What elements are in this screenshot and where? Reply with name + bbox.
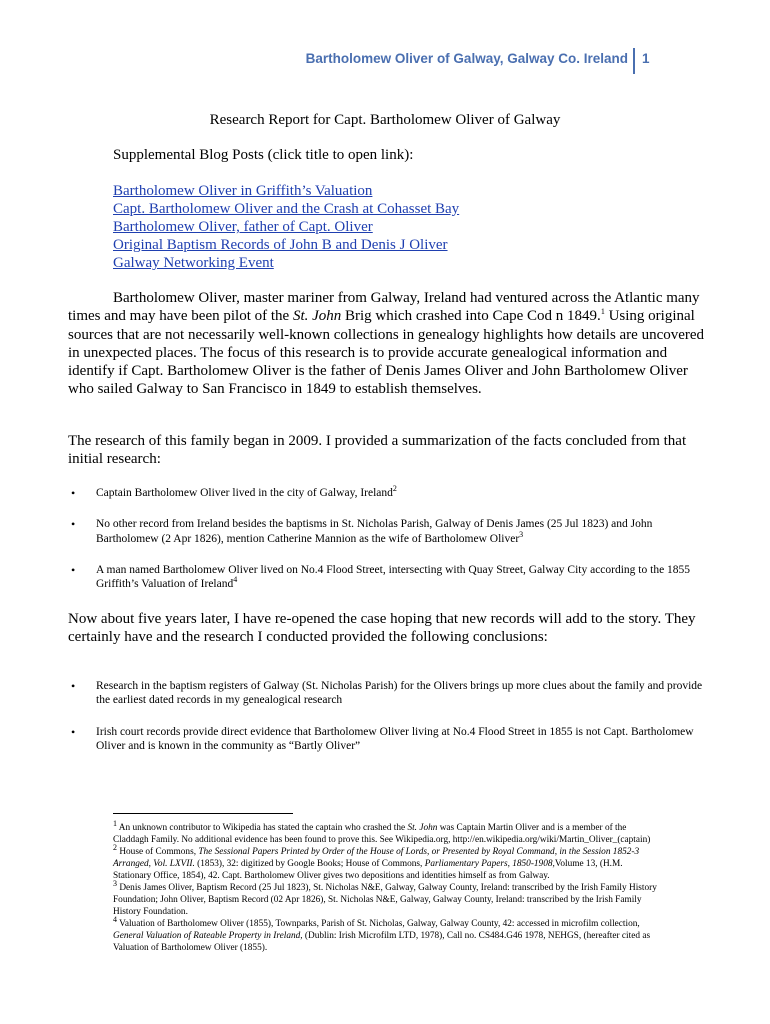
footnote-ref-4: 4 <box>233 575 238 585</box>
blog-links <box>113 182 459 272</box>
footnote-ref-3: 3 <box>519 529 524 539</box>
blog-link-baptism-records[interactable]: Original Baptism Records of John B and Denis J Oliver <box>113 237 448 253</box>
blog-link-crash-cohasset-bay[interactable]: Capt. Bartholomew Oliver and the Crash at Cohasset Bay <box>113 201 460 217</box>
blog-link-networking-event[interactable]: Galway Networking Event <box>113 255 274 271</box>
report-title: Research Report for Capt. Bartholomew Oliver of Galway <box>209 112 561 128</box>
blog-link-father-of-capt[interactable]: Bartholomew Oliver, father of Capt. Oliver <box>113 219 373 235</box>
research-paragraph: The research of this family began in 2009. I provided a summarization of the facts concluded from that initial research: <box>68 433 687 468</box>
list-item: • No other record from Ireland besides the baptisms in St. Nicholas Parish, Galway of Denis James (25 Jul 1823) and John Bartholomew (2 Apr 1826), mention Catherine Mannion as the wife of Bartholomew Oliver$^3$ <box>71 517 653 545</box>
supplemental-heading: Supplemental Blog Posts (click title to open link): <box>113 147 414 163</box>
footnote-4: $^4$ Valuation of Bartholomew Oliver (1855), Townparks, Parish of St. Nicholas, Galway, Galway County, 42: accessed in microfilm collection, General Valuation of Rateable Property in Ireland, (Dublin: Irish Microfilm LTD, 1978), Call no. CS484.G46 1978, NEHGS, (hereafter cited as Valuation of Bartholomew Oliver (1855). <box>113 914 651 953</box>
footnote-ref-2: 2 <box>392 484 397 494</box>
header-divider <box>633 48 635 74</box>
footnote-3: $^3$ Denis James Oliver, Baptism Record (25 Jul 1823), St. Nicholas N&E, Galway, Galway County, Ireland: transcribed by the Irish Family History Foundation; John Oliver, Baptism Record (02 Apr 1826), St. Nicholas N&E, Galway, Galway County, Ireland: transcribed by the Irish Family History Foundation. <box>113 878 657 917</box>
conclusions-list <box>68 679 708 770</box>
footnote-ref-1: 1 <box>600 307 605 317</box>
header-title: Bartholomew Oliver of Galway, Galway Co. Ireland <box>305 51 628 66</box>
footnote-divider <box>113 813 293 814</box>
blog-link-griffiths-valuation[interactable]: Bartholomew Oliver in Griffith’s Valuation <box>113 183 373 199</box>
footnote-2: $^2$ House of Commons, The Sessional Papers Printed by Order of the House of Lords, or Presented by Royal Command, in the Session 1852-3 Arranged, Vol. LXVII. (1853), 32: digitized by Google Books; House of Commons, Parliamentary Papers, 1850-1908,Volume 13, (H.M. Stationary Office, 1854), 42. Capt. Bartholomew Oliver gives two depositions and identities himself as from Galway. <box>113 842 640 881</box>
list-item: • Research in the baptism registers of Galway (St. Nicholas Parish) for the Olivers brings up more clues about the family and provide the earliest dated records in my genealogical research <box>71 679 703 707</box>
list-item: • Captain Bartholomew Oliver lived in the city of Galway, Ireland$^2$ <box>71 484 397 500</box>
intro-paragraph: Bartholomew Oliver, master mariner from Galway, Ireland had ventured across the Atlantic many times and may have been pilot of the St. John Brig which crashed into Cape Cod n 1849.$^1$ Using original sources that are not necessarily well-known collections in genealogy highlights how details are uncovered in unexpected places. The focus of this research is to provide accurate genealogical information and identify if Capt. Bartholomew Oliver is the father of Denis James Oliver and John Bartholomew Oliver who sailed Galway to San Francisco in 1849 to establish themselves. <box>68 290 705 398</box>
followup-paragraph: Now about five years later, I have re-opened the case hoping that new records will add to the story. They certainly have and the research I conducted provided the following conclusions: <box>68 611 696 646</box>
list-item: • A man named Bartholomew Oliver lived on No.4 Flood Street, intersecting with Quay Street, Galway City according to the 1855 Griffith’s Valuation of Ireland$^4$ <box>71 562 691 591</box>
initial-findings-list <box>68 486 708 608</box>
page-number: 1 <box>642 51 650 66</box>
page-header <box>0 48 770 74</box>
footnotes <box>113 818 658 954</box>
footnote-1: $^1$ An unknown contributor to Wikipedia has stated the captain who crashed the St. John was Captain Martin Oliver and is a member of the Claddagh Family. No additional evidence has been found to prove this. See Wikipedia.org, http://en.wikipedia.org/wiki/Martin_Oliver_(captain) <box>113 818 651 845</box>
list-item: • Irish court records provide direct evidence that Bartholomew Oliver living at No.4 Flood Street in 1855 is not Capt. Bartholomew Oliver and is known in the community as “Bartly Oliver” <box>71 724 694 752</box>
